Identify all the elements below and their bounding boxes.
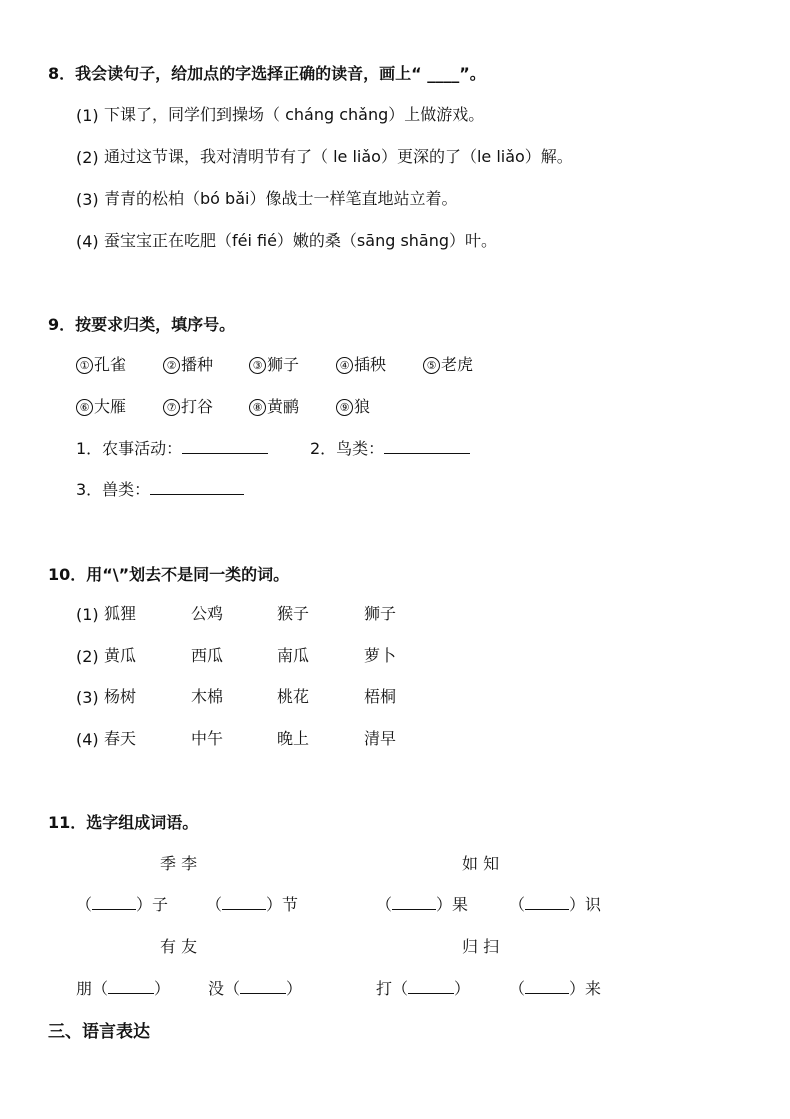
answer-blank[interactable] — [392, 895, 436, 910]
option-word: 狮子 — [267, 355, 300, 374]
option-word: 孔雀 — [94, 355, 127, 374]
q8-item-4-text: 蚕宝宝正在吃肥（féi fié）嫩的桑（sāng shāng）叶。 — [104, 231, 498, 250]
circled-number-icon: ③ — [249, 357, 266, 374]
answer-blank[interactable] — [92, 895, 136, 910]
q10-word[interactable]: 晚上 — [277, 729, 310, 748]
q9-option-6 — [76, 394, 126, 417]
answer-blank[interactable] — [222, 895, 266, 910]
paren: ） — [136, 895, 153, 914]
q10-word[interactable]: 桃花 — [277, 687, 310, 706]
q9-category-beasts — [76, 477, 244, 500]
paren: ） — [154, 979, 171, 998]
option-word: 黄鹂 — [267, 397, 300, 416]
circled-number-icon: ① — [76, 357, 93, 374]
q10-word[interactable]: 黄瓜 — [104, 646, 137, 665]
answer-blank[interactable] — [408, 979, 454, 994]
word-char: 子 — [152, 895, 169, 914]
q11-word-blank-7 — [376, 976, 470, 999]
q10-word[interactable]: 公鸡 — [191, 604, 224, 623]
paren: （ — [224, 979, 241, 998]
circled-number-icon: ⑨ — [336, 399, 353, 416]
word-char: 打 — [376, 979, 393, 998]
paren: ） — [569, 979, 586, 998]
q9-category-farming — [76, 436, 268, 459]
q9-option-7 — [163, 394, 213, 417]
q9-option-5 — [423, 352, 473, 375]
q11-word-blank-4 — [509, 892, 601, 915]
q10-row-1-number: (1) — [76, 605, 99, 624]
circled-number-icon: ⑦ — [163, 399, 180, 416]
circled-number-icon: ② — [163, 357, 180, 374]
answer-blank[interactable] — [108, 979, 154, 994]
answer-blank[interactable] — [384, 439, 470, 454]
q10-word[interactable]: 清早 — [364, 729, 397, 748]
q10-word[interactable]: 杨树 — [104, 687, 137, 706]
category-label: 3．兽类： — [76, 480, 151, 499]
category-label: 1．农事活动： — [76, 439, 183, 458]
option-word: 大雁 — [94, 397, 127, 416]
q10-word[interactable]: 狐狸 — [104, 604, 137, 623]
paren: （ — [376, 895, 393, 914]
q8-item-1-text: 下课了，同学们到操场（ cháng chǎng）上做游戏。 — [104, 105, 485, 124]
paren: ） — [454, 979, 471, 998]
word-char: 没 — [208, 979, 225, 998]
q8-item-3-number: (3) — [76, 190, 99, 209]
q8-item-2-text: 通过这节课，我对清明节有了（ le liǎo）更深的了（le liǎo）解。 — [104, 147, 573, 166]
paren: （ — [392, 979, 409, 998]
answer-blank[interactable] — [150, 480, 244, 495]
q9-option-9 — [336, 394, 370, 417]
word-char: 果 — [452, 895, 469, 914]
paren: （ — [76, 895, 93, 914]
q10-word[interactable]: 狮子 — [364, 604, 397, 623]
q8-item-4-number: (4) — [76, 232, 99, 251]
q11-char-pair-1: 季 李 — [160, 854, 198, 873]
q10-word[interactable]: 春天 — [104, 729, 137, 748]
paren: ） — [436, 895, 453, 914]
q10-word[interactable]: 梧桐 — [364, 687, 397, 706]
paren: （ — [509, 895, 526, 914]
q10-word[interactable]: 萝卜 — [364, 646, 397, 665]
paren: ） — [266, 895, 283, 914]
section-heading: 三、语言表达 — [48, 1022, 150, 1042]
option-word: 打谷 — [181, 397, 214, 416]
q8-title: 8．我会读句子，给加点的字选择正确的读音，画上“ ____”。 — [48, 64, 486, 83]
q11-word-blank-8 — [509, 976, 601, 999]
word-char: 来 — [585, 979, 602, 998]
q10-word[interactable]: 猴子 — [277, 604, 310, 623]
paren: ） — [286, 979, 303, 998]
circled-number-icon: ⑧ — [249, 399, 266, 416]
q11-word-blank-6 — [208, 976, 302, 999]
paren: （ — [92, 979, 109, 998]
q11-word-blank-2 — [206, 892, 298, 915]
q9-option-4 — [336, 352, 386, 375]
answer-blank[interactable] — [240, 979, 286, 994]
word-char: 朋 — [76, 979, 93, 998]
q9-category-birds — [310, 436, 470, 459]
q10-row-2-number: (2) — [76, 647, 99, 666]
q11-word-blank-5 — [76, 976, 170, 999]
q9-option-8 — [249, 394, 299, 417]
paren: （ — [509, 979, 526, 998]
q9-option-3 — [249, 352, 299, 375]
q10-word[interactable]: 西瓜 — [191, 646, 224, 665]
circled-number-icon: ⑥ — [76, 399, 93, 416]
option-word: 插秧 — [354, 355, 387, 374]
q10-word[interactable]: 中午 — [191, 729, 224, 748]
q11-word-blank-1 — [76, 892, 168, 915]
q10-word[interactable]: 木棉 — [191, 687, 224, 706]
circled-number-icon: ⑤ — [423, 357, 440, 374]
q9-option-2 — [163, 352, 213, 375]
circled-number-icon: ④ — [336, 357, 353, 374]
q8-item-1-number: (1) — [76, 106, 99, 125]
q8-item-3-text: 青青的松柏（bó bǎi）像战士一样笔直地站立着。 — [104, 189, 458, 208]
option-word: 老虎 — [441, 355, 474, 374]
option-word: 播种 — [181, 355, 214, 374]
q11-char-pair-2: 如 知 — [462, 854, 500, 873]
option-word: 狼 — [354, 397, 371, 416]
paren: ） — [569, 895, 586, 914]
q11-title: 11．选字组成词语。 — [48, 813, 199, 832]
answer-blank[interactable] — [525, 979, 569, 994]
category-label: 2．鸟类： — [310, 439, 385, 458]
paren: （ — [206, 895, 223, 914]
q11-char-pair-3: 有 友 — [160, 937, 198, 956]
answer-blank[interactable] — [182, 439, 268, 454]
q10-row-4-number: (4) — [76, 730, 99, 749]
q10-row-3-number: (3) — [76, 688, 99, 707]
answer-blank[interactable] — [525, 895, 569, 910]
q11-char-pair-4: 归 扫 — [462, 937, 500, 956]
q10-word[interactable]: 南瓜 — [277, 646, 310, 665]
q9-option-1 — [76, 352, 126, 375]
q11-word-blank-3 — [376, 892, 468, 915]
word-char: 节 — [282, 895, 299, 914]
q9-title: 9．按要求归类，填序号。 — [48, 315, 236, 334]
q8-item-2-number: (2) — [76, 148, 99, 167]
q10-title: 10．用“\”划去不是同一类的词。 — [48, 565, 290, 584]
word-char: 识 — [585, 895, 602, 914]
